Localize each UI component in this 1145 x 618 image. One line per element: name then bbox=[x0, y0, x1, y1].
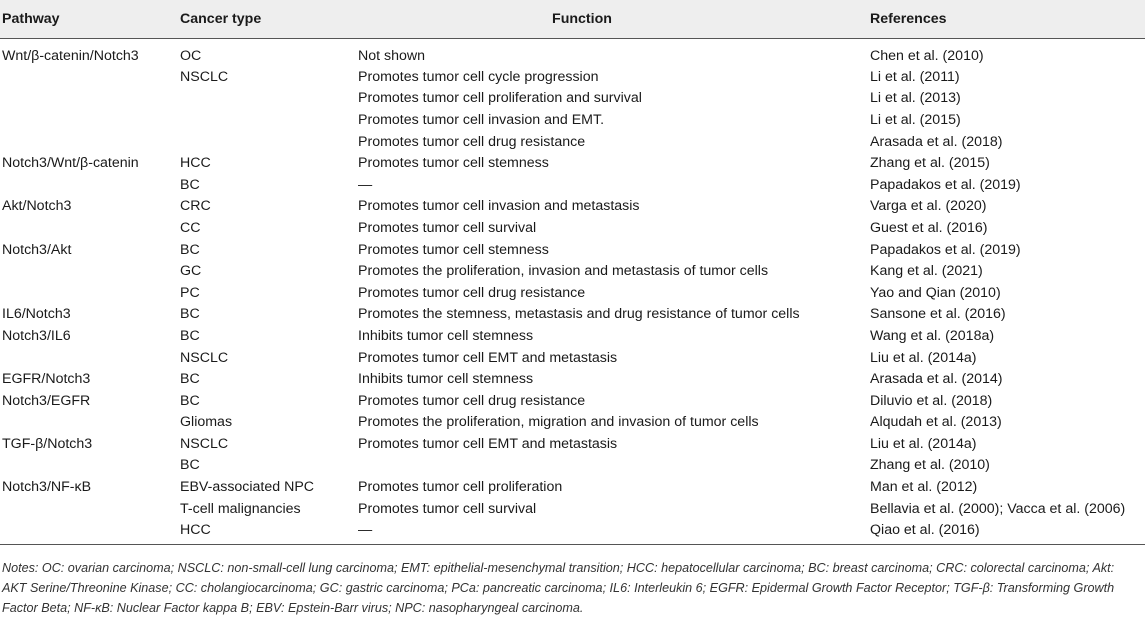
cell-reference: Alqudah et al. (2013) bbox=[870, 414, 1002, 431]
table-row bbox=[0, 196, 1145, 218]
cell-reference: Li et al. (2013) bbox=[870, 90, 961, 107]
cell-cancer-type: BC bbox=[180, 457, 200, 474]
cell-function: Promotes the proliferation, invasion and metastasis of tumor cells bbox=[358, 263, 769, 280]
cell-pathway bbox=[0, 455, 178, 477]
header-references: References bbox=[868, 0, 1145, 38]
cell-pathway bbox=[0, 520, 178, 545]
cell-reference: Zhang et al. (2015) bbox=[870, 155, 990, 172]
cell-pathway bbox=[0, 347, 178, 369]
cell-pathway bbox=[0, 67, 178, 89]
cell-reference: Qiao et al. (2016) bbox=[868, 520, 1145, 545]
cell-reference: Liu et al. (2014a) bbox=[870, 435, 977, 452]
cell-pathway: Notch3/EGFR bbox=[2, 392, 91, 409]
cell-function: Promotes tumor cell proliferation bbox=[358, 479, 563, 496]
cell-pathway bbox=[0, 498, 178, 520]
table-row bbox=[0, 477, 1145, 499]
cell-cancer-type: BC bbox=[180, 392, 200, 409]
cell-reference: Varga et al. (2020) bbox=[870, 198, 987, 215]
cell-reference: Papadakos et al. (2019) bbox=[870, 241, 1021, 258]
cell-function: Promotes tumor cell survival bbox=[358, 219, 537, 236]
cell-cancer-type: OC bbox=[180, 47, 202, 64]
table-header bbox=[0, 0, 1145, 38]
cell-reference: Zhang et al. (2010) bbox=[870, 457, 990, 474]
cell-function: Promotes tumor cell drug resistance bbox=[358, 392, 586, 409]
cell-cancer-type bbox=[178, 88, 356, 110]
table-row bbox=[0, 455, 1145, 477]
cell-function: Inhibits tumor cell stemness bbox=[358, 327, 534, 344]
cell-reference: Guest et al. (2016) bbox=[870, 219, 988, 236]
cell-cancer-type: PC bbox=[180, 284, 200, 301]
table-row bbox=[0, 38, 1145, 67]
cell-cancer-type: Gliomas bbox=[180, 414, 233, 431]
cell-cancer-type: CRC bbox=[180, 198, 211, 215]
cell-function: Promotes the stemness, metastasis and drug resistance of tumor cells bbox=[358, 306, 800, 323]
cell-pathway bbox=[0, 131, 178, 153]
cell-cancer-type: BC bbox=[180, 306, 200, 323]
table-row bbox=[0, 174, 1145, 196]
cell-reference: Papadakos et al. (2019) bbox=[870, 176, 1021, 193]
cell-reference: Man et al. (2012) bbox=[870, 479, 978, 496]
header-function: Function bbox=[356, 0, 868, 38]
cell-function: Inhibits tumor cell stemness bbox=[358, 371, 534, 388]
cell-cancer-type: HCC bbox=[178, 520, 356, 545]
table-row bbox=[0, 369, 1145, 391]
cell-cancer-type: NSCLC bbox=[180, 349, 229, 366]
cell-reference: Li et al. (2015) bbox=[870, 111, 961, 128]
cell-cancer-type: GC bbox=[180, 263, 202, 280]
cell-pathway: TGF-β/Notch3 bbox=[2, 435, 93, 452]
cell-reference: Arasada et al. (2014) bbox=[870, 371, 1003, 388]
header-row bbox=[0, 0, 1145, 38]
cell-function: Promotes tumor cell stemness bbox=[358, 241, 549, 258]
cell-function: Promotes tumor cell proliferation and survival bbox=[358, 90, 642, 107]
cell-function: Promotes the proliferation, migration and invasion of tumor cells bbox=[358, 414, 759, 431]
cell-pathway: Wnt/β-catenin/Notch3 bbox=[2, 47, 139, 64]
cell-function: Promotes tumor cell cycle progression bbox=[358, 68, 599, 85]
table-row bbox=[0, 218, 1145, 240]
cell-function bbox=[356, 455, 868, 477]
cell-reference: Liu et al. (2014a) bbox=[870, 349, 977, 366]
cell-pathway bbox=[0, 282, 178, 304]
table-row bbox=[0, 520, 1145, 545]
cell-reference: Yao and Qian (2010) bbox=[870, 284, 1001, 301]
table-row bbox=[0, 326, 1145, 348]
cell-pathway: Notch3/NF-κB bbox=[2, 479, 92, 496]
cell-cancer-type: EBV-associated NPC bbox=[180, 479, 315, 496]
cell-function: — bbox=[356, 520, 868, 545]
table-notes: Notes: OC: ovarian carcinoma; NSCLC: non-small-cell lung carcinoma; EMT: epithelial-mesenchymal transition; HCC: hepatocellular carcinoma; BC: breast carcinoma; CRC: colorectal carcinoma; Akt: AKT Serine/Threonine Kinase; CC: cholangiocarcinoma; GC: gastric carcinoma; PCa: pancreatic carcinoma; IL6: Interleukin 6; EGFR: Epidermal Growth Factor Receptor; TGF-β: Transforming Growth Factor Beta; NF-κB: Nuclear Factor kappa B; EBV: Epstein-Barr virus; NPC: nasopharyngeal carcinoma. bbox=[2, 560, 1115, 615]
cell-pathway: Akt/Notch3 bbox=[2, 198, 72, 215]
table-row bbox=[0, 88, 1145, 110]
table-row bbox=[0, 434, 1145, 456]
table-row bbox=[0, 110, 1145, 132]
cell-function: Promotes tumor cell drug resistance bbox=[358, 133, 586, 150]
cell-function: Promotes tumor cell invasion and metastasis bbox=[358, 198, 640, 215]
cell-cancer-type: HCC bbox=[180, 155, 211, 172]
cell-cancer-type: BC bbox=[180, 176, 200, 193]
cell-cancer-type: BC bbox=[180, 327, 200, 344]
cell-reference: Chen et al. (2010) bbox=[870, 47, 984, 64]
cell-pathway bbox=[0, 412, 178, 434]
cell-function: Promotes tumor cell invasion and EMT. bbox=[358, 111, 605, 128]
cell-pathway: EGFR/Notch3 bbox=[2, 371, 91, 388]
cell-pathway bbox=[0, 88, 178, 110]
cell-function: Promotes tumor cell survival bbox=[358, 500, 537, 517]
table-row bbox=[0, 282, 1145, 304]
header-pathway: Pathway bbox=[0, 0, 178, 38]
table-body bbox=[0, 38, 1145, 544]
cell-cancer-type bbox=[178, 131, 356, 153]
cell-pathway bbox=[0, 261, 178, 283]
cell-function: Not shown bbox=[358, 47, 426, 64]
cell-pathway bbox=[0, 218, 178, 240]
cell-function: — bbox=[358, 176, 373, 193]
cell-reference: Wang et al. (2018a) bbox=[870, 327, 995, 344]
cell-function: Promotes tumor cell stemness bbox=[358, 155, 549, 172]
table-row bbox=[0, 131, 1145, 153]
cell-pathway bbox=[0, 110, 178, 132]
cell-reference: Diluvio et al. (2018) bbox=[870, 392, 993, 409]
cell-cancer-type: CC bbox=[180, 219, 201, 236]
cell-reference: Li et al. (2011) bbox=[870, 68, 960, 85]
cell-pathway: Notch3/Akt bbox=[2, 241, 72, 258]
cell-cancer-type: NSCLC bbox=[180, 435, 229, 452]
cell-reference: Bellavia et al. (2000); Vacca et al. (2006) bbox=[870, 500, 1126, 517]
cell-function: Promotes tumor cell drug resistance bbox=[358, 284, 586, 301]
table-row bbox=[0, 347, 1145, 369]
cell-pathway bbox=[0, 174, 178, 196]
table-row bbox=[0, 67, 1145, 89]
cell-cancer-type: BC bbox=[180, 241, 200, 258]
table-row bbox=[0, 498, 1145, 520]
cell-pathway: Notch3/IL6 bbox=[2, 327, 71, 344]
cell-reference: Kang et al. (2021) bbox=[870, 263, 983, 280]
cell-cancer-type: T-cell malignancies bbox=[180, 500, 301, 517]
cell-function: Promotes tumor cell EMT and metastasis bbox=[358, 435, 618, 452]
table-row bbox=[0, 412, 1145, 434]
cell-pathway: Notch3/Wnt/β-catenin bbox=[2, 155, 139, 172]
cell-function: Promotes tumor cell EMT and metastasis bbox=[358, 349, 618, 366]
cell-cancer-type: NSCLC bbox=[180, 68, 229, 85]
cell-cancer-type bbox=[178, 110, 356, 132]
table-row bbox=[0, 261, 1145, 283]
table-row bbox=[0, 153, 1145, 175]
cell-pathway: IL6/Notch3 bbox=[2, 306, 71, 323]
table-row bbox=[0, 390, 1145, 412]
cell-cancer-type: BC bbox=[180, 371, 200, 388]
table-row bbox=[0, 304, 1145, 326]
cell-reference: Arasada et al. (2018) bbox=[870, 133, 1003, 150]
table-row bbox=[0, 239, 1145, 261]
cell-reference: Sansone et al. (2016) bbox=[870, 306, 1006, 323]
header-cancer-type: Cancer type bbox=[178, 0, 356, 38]
